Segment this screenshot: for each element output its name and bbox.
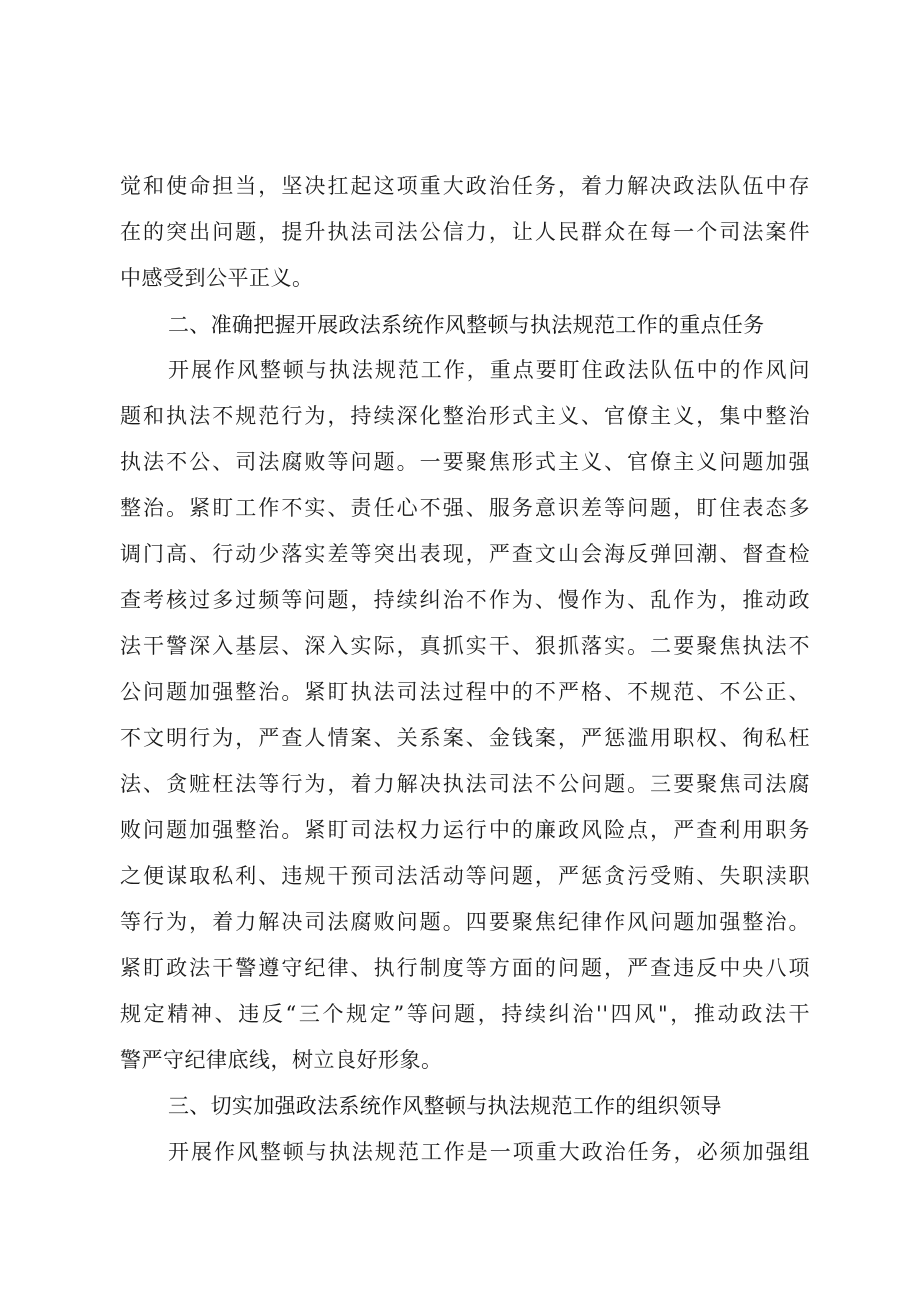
section-heading: 三、切实加强政法系统作风整顿与执法规范工作的组织领导 bbox=[168, 1094, 722, 1118]
paragraph-line: 法干警深入基层、深入实际，真抓实干、狠抓落实。二要聚焦执法不 bbox=[120, 634, 810, 658]
paragraph-line: 不文明行为，严查人情案、关系案、金钱案，严惩滥用职权、徇私枉 bbox=[120, 726, 810, 750]
paragraph-line: 觉和使命担当，坚决扛起这项重大政治任务，着力解决政法队伍中存 bbox=[120, 174, 810, 198]
paragraph-line: 紧盯政法干警遵守纪律、执行制度等方面的问题，严查违反中央八项 bbox=[120, 956, 810, 980]
paragraph-line: 之便谋取私利、违规干预司法活动等问题，严惩贪污受贿、失职渎职 bbox=[120, 864, 810, 888]
paragraph-line: 查考核过多过频等问题，持续纠治不作为、慢作为、乱作为，推动政 bbox=[120, 588, 810, 612]
paragraph-line: 整治。紧盯工作不实、责任心不强、服务意识差等问题，盯住表态多 bbox=[120, 496, 810, 520]
paragraph-line: 开展作风整顿与执法规范工作，重点要盯住政法队伍中的作风问 bbox=[168, 358, 810, 382]
paragraph-line: 败问题加强整治。紧盯司法权力运行中的廉政风险点，严查利用职务 bbox=[120, 818, 810, 842]
paragraph-line: 警严守纪律底线，树立良好形象。 bbox=[120, 1048, 443, 1072]
paragraph-line: 法、贪赃枉法等行为，着力解决执法司法不公问题。三要聚焦司法腐 bbox=[120, 772, 810, 796]
paragraph-line: 公问题加强整治。紧盯执法司法过程中的不严格、不规范、不公正、 bbox=[120, 680, 810, 704]
paragraph-line: 调门高、行动少落实差等突出表现，严查文山会海反弹回潮、督查检 bbox=[120, 542, 810, 566]
paragraph-line: 在的突出问题，提升执法司法公信力，让人民群众在每一个司法案件 bbox=[120, 220, 810, 244]
paragraph-line: 规定精神、违反“三个规定”等问题，持续纠治''四风"，推动政法干 bbox=[120, 1002, 810, 1026]
paragraph-line: 执法不公、司法腐败等问题。一要聚焦形式主义、官僚主义问题加强 bbox=[120, 450, 810, 474]
paragraph-line: 题和执法不规范行为，持续深化整治形式主义、官僚主义，集中整治 bbox=[120, 404, 810, 428]
paragraph-line: 等行为，着力解决司法腐败问题。四要聚焦纪律作风问题加强整治。 bbox=[120, 910, 810, 934]
paragraph-line: 开展作风整顿与执法规范工作是一项重大政治任务，必须加强组 bbox=[168, 1140, 810, 1164]
paragraph-line: 中感受到公平正义。 bbox=[120, 266, 314, 290]
section-heading: 二、准确把握开展政法系统作风整顿与执法规范工作的重点任务 bbox=[168, 313, 765, 337]
